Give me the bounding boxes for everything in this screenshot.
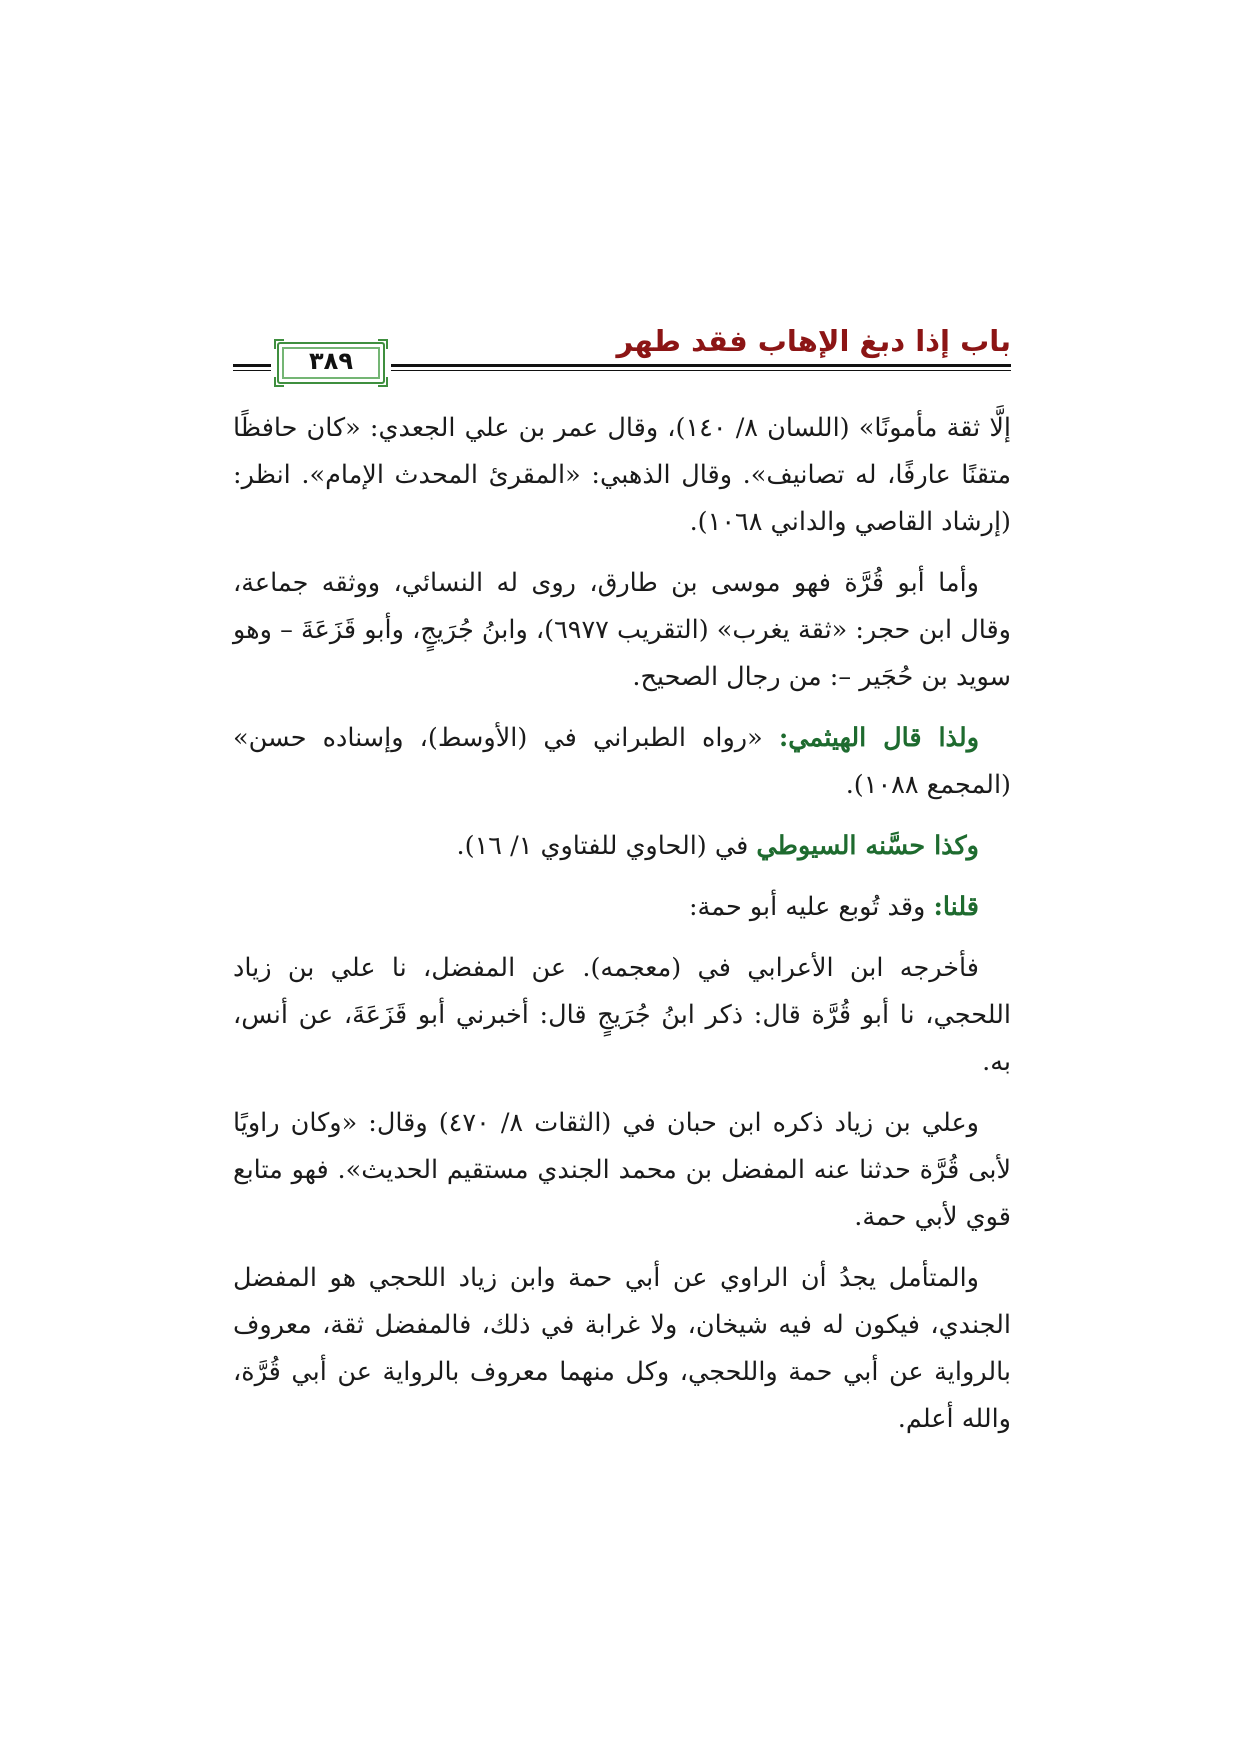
page-body [233,405,1011,1457]
header-rule [391,370,1011,371]
paragraph-ibn-arabi [233,945,1011,1086]
paragraph-text: والمتأمل يجدُ أن الراوي عن أبي حمة وابن زياد اللحجي هو المفضل الجندي، فيكون له فيه شيخان، ولا غرابة في ذلك، فالمفضل ثقة، معروف بالرواية عن أبي حمة واللحجي، وكل منهما معروف بالرواية عن أبي قُرَّة، والله أعلم. [233,1263,1011,1434]
page-number: ٣٨٩ [309,347,353,375]
paragraph-conclusion [233,1255,1011,1443]
paragraph-suyuti [233,823,1011,870]
paragraph-text: فأخرجه ابن الأعرابي في (معجمه). عن المفضل، نا علي بن زياد اللحجي، نا أبو قُرَّة قال: ذكر ابنُ جُرَيجٍ قال: أخبرني أبو قَزَعَةَ، عن أنس، به. [233,953,1011,1077]
paragraph-lead: قلنا: [933,892,979,922]
paragraph-text: وقد تُوبع عليه أبو حمة: [688,892,934,922]
paragraph-abu-qurra [233,560,1011,701]
page-header [233,318,1011,384]
paragraph-continuation [233,405,1011,546]
header-rule [233,364,271,367]
paragraph-text: في (الحاوي للفتاوي ١/ ١٦). [456,831,757,861]
chapter-title: باب إذا دبغ الإهاب فقد طهر [616,324,1011,358]
paragraph-text: وعلي بن زياد ذكره ابن حبان في (الثقات ٨/ ٤٧٠) وقال: «وكان راويًا لأبى قُرَّة حدثنا عنه المفضل بن محمد الجندي مستقيم الحديث». فهو متابع قوي لأبي حمة. [233,1108,1011,1232]
paragraph-ali-ibn-ziyad [233,1100,1011,1241]
ornament-corner-icon [274,339,284,349]
paragraph-text: «رواه الطبراني في (الأوسط)، وإسناده حسن» (المجمع ١٠٨٨). [233,723,1011,800]
ornament-corner-icon [378,377,388,387]
paragraph-lead: وكذا حسَّنه السيوطي [756,831,979,861]
paragraph-qulna [233,884,1011,931]
ornament-corner-icon [378,339,388,349]
paragraph-text: إلَّا ثقة مأمونًا» (اللسان ٨/ ١٤٠)، وقال عمر بن علي الجعدي: «كان حافظًا متقنًا عارفًا، له تصانيف». وقال الذهبي: «المقرئ المحدث الإمام». انظر: (إرشاد القاصي والداني ١٠٦٨). [233,413,1011,537]
paragraph-lead: ولذا قال الهيثمي: [778,723,980,753]
paragraph-haythami [233,715,1011,809]
header-rule [233,370,271,371]
header-rule [391,364,1011,367]
ornament-corner-icon [274,377,284,387]
paragraph-text: وأما أبو قُرَّة فهو موسى بن طارق، روى له النسائي، ووثقه جماعة، وقال ابن حجر: «ثقة يغرب» (التقريب ٦٩٧٧)، وابنُ جُرَيجٍ، وأبو قَزَعَةَ – وهو سويد بن حُجَير –: من رجال الصحيح. [233,568,1011,692]
page-number-badge [277,342,385,384]
